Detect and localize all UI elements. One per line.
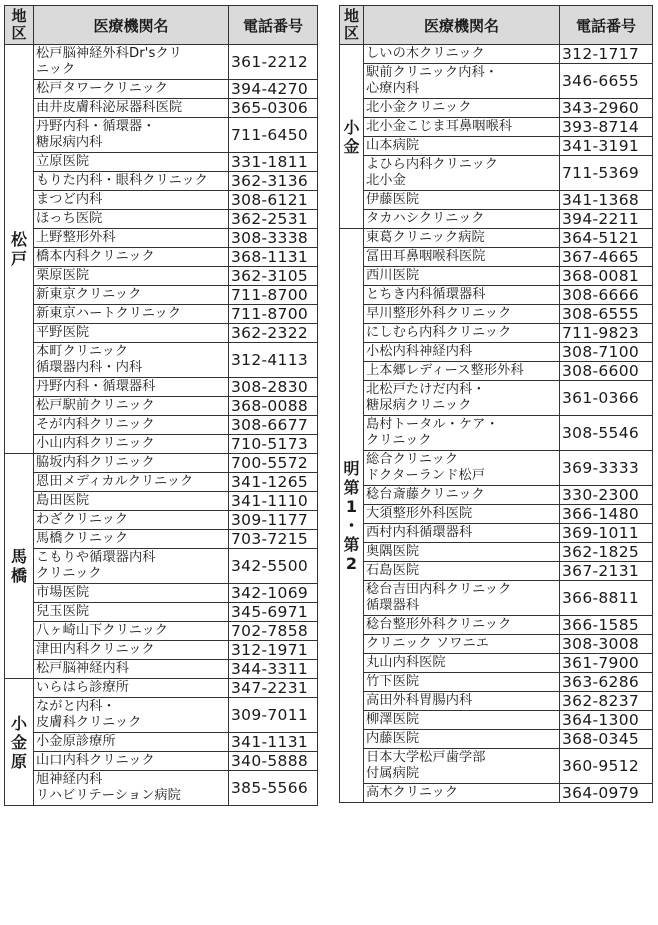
clinic-name: 石島医院 bbox=[364, 562, 560, 581]
clinic-name: 栗原医院 bbox=[34, 267, 229, 286]
clinic-name: 上本郷レディース整形外科 bbox=[364, 362, 560, 381]
table-row bbox=[340, 451, 653, 486]
table-row bbox=[5, 324, 318, 343]
table-row bbox=[5, 679, 318, 698]
clinic-name: 早川整形外科クリニック bbox=[364, 305, 560, 324]
phone-number: 344-3311 bbox=[229, 660, 318, 679]
phone-number: 340-5888 bbox=[229, 752, 318, 771]
clinic-name: ほっち医院 bbox=[34, 210, 229, 229]
clinic-name: 奥隅医院 bbox=[364, 543, 560, 562]
area-header: 地区 bbox=[5, 6, 34, 45]
table-row bbox=[5, 530, 318, 549]
clinic-name: 冨田耳鼻咽喉科医院 bbox=[364, 248, 560, 267]
clinic-name: 新東京ハートクリニック bbox=[34, 305, 229, 324]
table-row bbox=[340, 730, 653, 749]
clinic-name: もりた内科・眼科クリニック bbox=[34, 172, 229, 191]
clinic-name: 松戸駅前クリニック bbox=[34, 397, 229, 416]
phone-number: 345-6971 bbox=[229, 603, 318, 622]
clinic-name: 丹野内科・循環器・ 糖尿病内科 bbox=[34, 118, 229, 153]
table-row bbox=[340, 692, 653, 711]
phone-number: 308-6600 bbox=[560, 362, 653, 381]
phone-number: 341-1265 bbox=[229, 473, 318, 492]
phone-number: 364-5121 bbox=[560, 229, 653, 248]
table-row bbox=[340, 673, 653, 692]
phone-number: 368-1131 bbox=[229, 248, 318, 267]
phone-number: 362-8237 bbox=[560, 692, 653, 711]
table-row bbox=[340, 324, 653, 343]
phone-number: 312-1971 bbox=[229, 641, 318, 660]
phone-number: 711-6450 bbox=[229, 118, 318, 153]
table-row bbox=[340, 305, 653, 324]
clinic-name: 伊藤医院 bbox=[364, 191, 560, 210]
clinic-name: 稔台斎藤クリニック bbox=[364, 486, 560, 505]
table-row bbox=[340, 64, 653, 99]
clinic-name: 東葛クリニック病院 bbox=[364, 229, 560, 248]
phone-number: 363-6286 bbox=[560, 673, 653, 692]
table-row bbox=[340, 749, 653, 784]
phone-number: 368-0081 bbox=[560, 267, 653, 286]
table-row bbox=[340, 156, 653, 191]
phone-number: 342-1069 bbox=[229, 584, 318, 603]
clinic-name: そが内科クリニック bbox=[34, 416, 229, 435]
clinic-name: 柳澤医院 bbox=[364, 711, 560, 730]
clinic-name: 松戸タワークリニック bbox=[34, 80, 229, 99]
phone-number: 308-3338 bbox=[229, 229, 318, 248]
table-row bbox=[5, 99, 318, 118]
clinic-name: 立原医院 bbox=[34, 153, 229, 172]
table-row bbox=[340, 267, 653, 286]
phone-number: 308-5546 bbox=[560, 416, 653, 451]
table-row bbox=[340, 191, 653, 210]
table-row bbox=[5, 603, 318, 622]
table-row bbox=[5, 397, 318, 416]
phone-number: 341-1368 bbox=[560, 191, 653, 210]
table-row bbox=[340, 711, 653, 730]
table-row bbox=[5, 492, 318, 511]
table-row bbox=[340, 543, 653, 562]
phone-number: 393-8714 bbox=[560, 118, 653, 137]
clinic-name: 駅前クリニック内科・ 心療内科 bbox=[364, 64, 560, 99]
area-header: 地区 bbox=[340, 6, 364, 45]
table-row bbox=[5, 172, 318, 191]
table-row bbox=[340, 381, 653, 416]
clinic-name: 平野医院 bbox=[34, 324, 229, 343]
phone-number: 308-3008 bbox=[560, 635, 653, 654]
phone-number: 394-2211 bbox=[560, 210, 653, 229]
clinic-name: まつど内科 bbox=[34, 191, 229, 210]
clinic-name: 高木クリニック bbox=[364, 784, 560, 803]
table-row bbox=[5, 454, 318, 473]
clinic-name: 山口内科クリニック bbox=[34, 752, 229, 771]
table-row bbox=[340, 505, 653, 524]
clinic-name: 新東京クリニック bbox=[34, 286, 229, 305]
table-row bbox=[5, 45, 318, 80]
table-row bbox=[340, 562, 653, 581]
phone-number: 365-0306 bbox=[229, 99, 318, 118]
table-row bbox=[5, 191, 318, 210]
clinic-name: 高田外科胃腸内科 bbox=[364, 692, 560, 711]
clinic-name: 旭神経内科 リハビリテーション病院 bbox=[34, 771, 229, 806]
phone-number: 703-7215 bbox=[229, 530, 318, 549]
clinic-name: 上野整形外科 bbox=[34, 229, 229, 248]
phone-number: 362-2531 bbox=[229, 210, 318, 229]
phone-number: 309-7011 bbox=[229, 698, 318, 733]
table-row bbox=[340, 416, 653, 451]
phone-number: 308-6666 bbox=[560, 286, 653, 305]
clinic-name: 津田内科クリニック bbox=[34, 641, 229, 660]
clinic-name: とちき内科循環器科 bbox=[364, 286, 560, 305]
clinic-name: 北小金こじま耳鼻咽喉科 bbox=[364, 118, 560, 137]
header-row bbox=[340, 6, 653, 45]
phone-number: 361-0366 bbox=[560, 381, 653, 416]
table-row bbox=[5, 584, 318, 603]
phone-number: 362-3136 bbox=[229, 172, 318, 191]
phone-number: 366-1480 bbox=[560, 505, 653, 524]
phone-number: 308-6121 bbox=[229, 191, 318, 210]
table-row bbox=[340, 118, 653, 137]
table-row bbox=[5, 416, 318, 435]
clinic-name: 総合クリニック ドクターランド松戸 bbox=[364, 451, 560, 486]
area-label: 明 第 1 ・ 第 2 bbox=[340, 229, 364, 803]
phone-number: 711-8700 bbox=[229, 305, 318, 324]
table-row bbox=[340, 210, 653, 229]
table-row bbox=[340, 524, 653, 543]
table-row bbox=[5, 473, 318, 492]
phone-number: 710-5173 bbox=[229, 435, 318, 454]
table-row bbox=[340, 343, 653, 362]
table-row bbox=[5, 378, 318, 397]
table-row bbox=[5, 622, 318, 641]
clinic-name: 稔台整形外科クリニック bbox=[364, 616, 560, 635]
phone-number: 330-2300 bbox=[560, 486, 653, 505]
phone-number: 312-4113 bbox=[229, 343, 318, 378]
clinic-name: クリニック ソワニエ bbox=[364, 635, 560, 654]
clinic-name: 島田医院 bbox=[34, 492, 229, 511]
phone-number: 308-2830 bbox=[229, 378, 318, 397]
phone-number: 702-7858 bbox=[229, 622, 318, 641]
table-row bbox=[5, 343, 318, 378]
phone-number: 362-3105 bbox=[229, 267, 318, 286]
table-row bbox=[5, 511, 318, 530]
clinic-name: 恩田メディカルクリニック bbox=[34, 473, 229, 492]
area-label: 小 金 bbox=[340, 45, 364, 229]
clinic-name: 本町クリニック 循環器内科・内科 bbox=[34, 343, 229, 378]
table-row bbox=[5, 153, 318, 172]
phone-number: 360-9512 bbox=[560, 749, 653, 784]
clinic-name: 丹野内科・循環器科 bbox=[34, 378, 229, 397]
table-row bbox=[5, 752, 318, 771]
clinic-name: 大須整形外科医院 bbox=[364, 505, 560, 524]
clinic-table-left bbox=[4, 5, 318, 806]
clinic-name: 松戸脳神経外科Dr'sクリ ニック bbox=[34, 45, 229, 80]
clinic-name: 兒玉医院 bbox=[34, 603, 229, 622]
name-header: 医療機関名 bbox=[364, 6, 560, 45]
phone-number: 364-1300 bbox=[560, 711, 653, 730]
phone-number: 369-3333 bbox=[560, 451, 653, 486]
phone-number: 312-1717 bbox=[560, 45, 653, 64]
clinic-name: 稔台吉田内科クリニック 循環器科 bbox=[364, 581, 560, 616]
clinic-name: 竹下医院 bbox=[364, 673, 560, 692]
clinic-name: 小金原診療所 bbox=[34, 733, 229, 752]
clinic-name: 八ヶ崎山下クリニック bbox=[34, 622, 229, 641]
header-row bbox=[5, 6, 318, 45]
phone-number: 385-5566 bbox=[229, 771, 318, 806]
clinic-name: しいの木クリニック bbox=[364, 45, 560, 64]
table-row bbox=[340, 248, 653, 267]
table-row bbox=[5, 660, 318, 679]
clinic-name: 西川医院 bbox=[364, 267, 560, 286]
table-row bbox=[340, 635, 653, 654]
phone-number: 308-6677 bbox=[229, 416, 318, 435]
phone-header: 電話番号 bbox=[560, 6, 653, 45]
clinic-name: 日本大学松戸歯学部 付属病院 bbox=[364, 749, 560, 784]
clinic-name: 山本病院 bbox=[364, 137, 560, 156]
clinic-name: 市場医院 bbox=[34, 584, 229, 603]
area-label: 松 戸 bbox=[5, 45, 34, 454]
phone-number: 700-5572 bbox=[229, 454, 318, 473]
phone-number: 331-1811 bbox=[229, 153, 318, 172]
table-row bbox=[340, 486, 653, 505]
phone-number: 341-1131 bbox=[229, 733, 318, 752]
phone-number: 366-8811 bbox=[560, 581, 653, 616]
name-header: 医療機関名 bbox=[34, 6, 229, 45]
table-row bbox=[5, 641, 318, 660]
phone-number: 366-1585 bbox=[560, 616, 653, 635]
clinic-name: 丸山内科医院 bbox=[364, 654, 560, 673]
phone-header: 電話番号 bbox=[229, 6, 318, 45]
phone-number: 347-2231 bbox=[229, 679, 318, 698]
phone-number: 361-2212 bbox=[229, 45, 318, 80]
table-row bbox=[340, 45, 653, 64]
phone-number: 711-9823 bbox=[560, 324, 653, 343]
phone-number: 346-6655 bbox=[560, 64, 653, 99]
clinic-name: 北松戸たけだ内科・ 糖尿病クリニック bbox=[364, 381, 560, 416]
clinic-name: にしむら内科クリニック bbox=[364, 324, 560, 343]
clinic-name: 由井皮膚科泌尿器科医院 bbox=[34, 99, 229, 118]
clinic-name: こもりや循環器内科 クリニック bbox=[34, 549, 229, 584]
clinic-name: ながと内科・ 皮膚科クリニック bbox=[34, 698, 229, 733]
table-row bbox=[5, 771, 318, 806]
phone-number: 368-0345 bbox=[560, 730, 653, 749]
table-row bbox=[5, 549, 318, 584]
clinic-name: 西村内科循環器科 bbox=[364, 524, 560, 543]
table-row bbox=[5, 305, 318, 324]
table-row bbox=[340, 654, 653, 673]
phone-number: 364-0979 bbox=[560, 784, 653, 803]
table-row bbox=[340, 362, 653, 381]
table-row bbox=[5, 118, 318, 153]
table-row bbox=[5, 80, 318, 99]
phone-number: 362-2322 bbox=[229, 324, 318, 343]
phone-number: 341-3191 bbox=[560, 137, 653, 156]
phone-number: 367-2131 bbox=[560, 562, 653, 581]
table-row bbox=[5, 248, 318, 267]
phone-number: 711-5369 bbox=[560, 156, 653, 191]
area-label: 小 金 原 bbox=[5, 679, 34, 806]
table-row bbox=[5, 286, 318, 305]
clinic-name: わざクリニック bbox=[34, 511, 229, 530]
clinic-name: 小山内科クリニック bbox=[34, 435, 229, 454]
table-row bbox=[340, 784, 653, 803]
table-row bbox=[5, 229, 318, 248]
area-label: 馬 橋 bbox=[5, 454, 34, 679]
table-row bbox=[340, 99, 653, 118]
table-row bbox=[5, 267, 318, 286]
table-row bbox=[5, 435, 318, 454]
clinic-name: よひら内科クリニック 北小金 bbox=[364, 156, 560, 191]
phone-number: 309-1177 bbox=[229, 511, 318, 530]
clinic-name: タカハシクリニック bbox=[364, 210, 560, 229]
table-row bbox=[340, 616, 653, 635]
table-row bbox=[5, 210, 318, 229]
table-row bbox=[340, 229, 653, 248]
clinic-name: 小松内科神経内科 bbox=[364, 343, 560, 362]
phone-number: 308-6555 bbox=[560, 305, 653, 324]
clinic-name: 北小金クリニック bbox=[364, 99, 560, 118]
phone-number: 343-2960 bbox=[560, 99, 653, 118]
phone-number: 341-1110 bbox=[229, 492, 318, 511]
table-row bbox=[5, 698, 318, 733]
phone-number: 361-7900 bbox=[560, 654, 653, 673]
clinic-name: 島村トータル・ケア・ クリニック bbox=[364, 416, 560, 451]
phone-number: 367-4665 bbox=[560, 248, 653, 267]
phone-number: 342-5500 bbox=[229, 549, 318, 584]
clinic-name: 橋本内科クリニック bbox=[34, 248, 229, 267]
clinic-table-right bbox=[339, 5, 653, 803]
phone-number: 394-4270 bbox=[229, 80, 318, 99]
clinic-name: 馬橋クリニック bbox=[34, 530, 229, 549]
phone-number: 369-1011 bbox=[560, 524, 653, 543]
clinic-name: 内藤医院 bbox=[364, 730, 560, 749]
phone-number: 362-1825 bbox=[560, 543, 653, 562]
table-row bbox=[340, 137, 653, 156]
table-row bbox=[340, 581, 653, 616]
table-row bbox=[5, 733, 318, 752]
phone-number: 711-8700 bbox=[229, 286, 318, 305]
phone-number: 308-7100 bbox=[560, 343, 653, 362]
table-row bbox=[340, 286, 653, 305]
clinic-name: いらはら診療所 bbox=[34, 679, 229, 698]
phone-number: 368-0088 bbox=[229, 397, 318, 416]
clinic-name: 脇坂内科クリニック bbox=[34, 454, 229, 473]
clinic-name: 松戸脳神経内科 bbox=[34, 660, 229, 679]
